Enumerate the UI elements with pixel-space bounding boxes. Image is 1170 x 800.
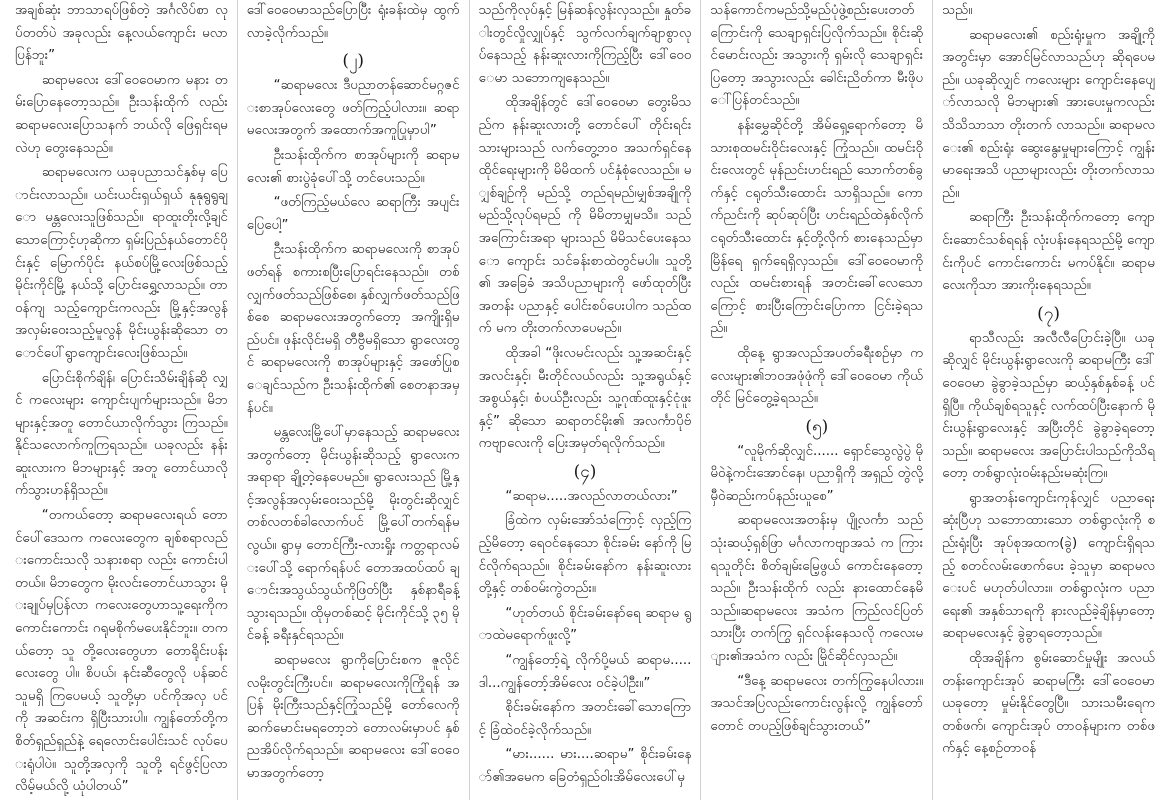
paragraph: ဆရာမလေး၏ စည်းရုံးမှုက အချို့ကို အတွင်းမှာ အောင်မြင်လာသည်ဟု ဆိုရပေမည်။ ယခုဆိုလျှင် ကလေးများ ကျောင်းနေပျော်လာသလို မိဘများ၏ အားပေးမှုကလည်း သိသိသာသာ တိုးတက် လာသည်။ ဆရာမလေး၏ စည်းရုံး ဆွေးနွေးမှုများကြောင့် ကျွန်းမာရေးအသိ ပညာများလည်း တိုးတက်လာသည်။ [942, 27, 1155, 201]
paragraph: ထိုအခါ “ဖိုးလမင်းလည်း သူ့အဆင်းနှင့် အလင်းနှင့်၊ မီးတိုင်လယ်လည်း သူ့အရွယ်နှင့်အစွယ်နှင့်၊ စံပယ်ဦးလည်း သူ့ဂုဏ်ထူးနှင့်ငုံဖူးနှင့်” ဆိုသော ဆရာတင်မိုး၏ အလင်္ကာပိုဗ်ကဗျာလေးကို ပြေးအမှတ်ရလိုက်သည်။ [478, 345, 692, 452]
paragraph: “ကျွန်တော့်ရဲ့ လိုက်ပို့မယ် ဆရာမ..... ဒါ...ကျွန်တော့်အိမ်လေး ဝင်ခဲ့ပါဦး။” [478, 653, 692, 691]
paragraph: ဆရာမလေး ရွာကိုပြောင်းစက ဇူလိုင်လမိုးတွင်းကြီးပင်။ ဆရာမလေးကိုကြိုရန် အပြန် မိုးကြီးသည်နှင့်ကြုံသည်မို့ တော်လေကို ဆက်မောင်းမရတော့ဘဲ တောလမ်းမှာပင် နှစ်ညအိပ်လိုက်ရသည်။ ဆရာမလေး ဒေါ်ဝေဝေမာအတွက်တော့ [246, 653, 460, 781]
section-number-heading: (၅) [805, 416, 829, 437]
paragraph: “ဆရာမလေး ဒီပညာတန်ဆောင်မဂ္ဂဇင်းစာအုပ်လေးတွေ ဖတ်ကြည့်ပါလား။ ဆရာမလေးအတွက် အထောက်အကူပြုမှာပါ” [246, 78, 460, 139]
text-column-5 [933, 0, 1164, 800]
paragraph: “မား...... မား....ဆရာမ” စိုင်းခမ်းနော်၏အမေက ခြေတံရှည်ဝါးအိမ်လေးပေါ်မှ [478, 747, 692, 785]
paragraph: ဆရာမလေးက ယခုပညာသင်နှစ်မှ ပြောင်းလာသည်။ ယင်းယင်းရှယ်ရှယ် နုနုရွရွချော မန္တလေးသူဖြစ်သည်။ ရာထူးတိုးလို့ချင်သောကြောင့်ဟုဆိုကာ ရှမ်းပြည်နယ်တောင်ပိုင်းနှင့် မြောက်ပိုင်း နယ်စပ်မြို့လေးဖြစ်သည့် မိုင်းကိုင်မြို့ နယ်သို့ ပြောင်းရွှေ့လာသည်။ တာဝန်ကျ သည့်ကျောင်းကလည်း မြို့နှင့်အလွန် အလှမ်းဝေးသည့်မူလွန် မိုင်းယွန်းဆိုသော တောင်ပေါ်ရွာကျောင်းလေးဖြစ်သည်။ [15, 165, 228, 361]
paragraph: ခြံထဲက လှမ်းအော်သံကြောင့် လှည့်ကြည့်မိတော့ ရေဝင်နေသော စိုင်းခမ်း နော်ကို မြင်လိုက်ရသည်။ စိုင်းခမ်းနော်က နန်းဆူးလားတို့နှင့် တစ်ဝမ်းကွဲတည်း။ [478, 513, 692, 597]
paragraph: ဒေါ်ဝေဝေမာသည်ပြောပြီး ရုံးခန်းထဲမှ ထွက်လာခဲ့လိုက်သည်။ [246, 3, 460, 41]
paragraph: ပြောင်းစိုက်ချိန်၊ ပြောင်းသိမ်းချိန်ဆို လျှင် ကလေးများ ကျောင်းပျက်များသည်။ မိဘများနှင့်အတူ တောင်ယာလိုက်သွား ကြသည်။ နိုင်သလောက်ကူကြရသည်။ ယခုလည်း နန်းဆူးလားက မိဘများနှင့် အတူ တောင်ယာလိုက်သွားဟန်ရှိသည်။ [15, 370, 228, 499]
section-number-heading: (၂) [342, 51, 364, 72]
text-column-4 [701, 0, 933, 800]
paragraph: ဆရာကြီး ဦးသန်းထိုက်ကတော့ ကျောင်းဆောင်သစ်ရရန် လုံးပန်းနေရသည်မို့ ကျောင်းကိုပင် ကောင်းကောင်း မကပ်နိုင်။ ဆရာမလေးကိုသာ အားကိုးနေရသည်။ [942, 210, 1155, 294]
text-column-1 [6, 0, 238, 800]
paragraph: “တကယ်တော့ ဆရာမလေးရယ် တောင်ပေါ်ဒေသက ကလေးတွေက ချစ်စရာလည်းကောင်းသလို သနားစရာ လည်း ကောင်းပါတယ်။ မိဘတွေက မိုးလင်းတောင်ယာသွား မိုးချုပ်မှပြန်လာ ကလေးတွေဟာသူ့ရေးကိုကကောင်းကောင်း ဂရုမစိုက်မပေးနိုင်ဘူး။ တကယ်တော့ သူ တို့လေးတွေဟာ တောရိုင်းပန်းလေးတွေ ပါ။ စိပယ်၊ နင်းဆီတွေလို ပန်ဆင်သူမရှိ ကြပေမယ့် သူတို့မှာ ပင်ကိုအလှ ပင်ကို အဆင်းက ရှိပြီးသားပါ။ ကျွန်တော်တို့က စိတ်ရှည်ရှည်နဲ့ ရေလောင်းပေါင်းသင် လုပ်ပေးရုံပါပဲ။ သူတို့အလှကို သူတို့ ရင်ဖွင့်ပြလာလိမ့်မယ်လို့ ယုံပါတယ်” [15, 508, 228, 795]
paragraph: ထိုနေ့ ရွာအလည်အပတ်ခရီးစဉ်မှာ ကလေးများ၏ဘဝအဖုံဖုံကို ဒေါ်ဝေဝေမာ ကိုယ်တိုင် မြင်တွေ့ခဲ့ရသည်။ [710, 345, 924, 407]
paragraph: “ဒီနေ့ ဆရာမလေး တက်ကြွနေပါလား။ အသင်အပြလည်းကောင်းလွန်းလို့ ကျွန်တော်တောင် တပည့်ဖြစ်ချင်သွားတယ်” [710, 673, 924, 734]
paragraph: ဦးသန်းထိုက်က ဆရာမလေးကို စာအုပ်ဖတ်ရန် စကားစပြီးပြောရင်းနေသည်။ တစ်လျှက်ဖတ်သည်ဖြစ်စေ၊ နှစ်လျှက်ဖတ်သည်ဖြစ်စေ ဆရာမလေးအတွက်တော့ အကျိုးရှိမည်ပင်။ ဖုန်းလိုင်းမရှိ တီဗွီမရှိသော ရွာလေးတွင် ဆရာမလေးကို စာအုပ်များနှင့် အဖော်ပြုစေချင်သည်က ဦးသန်းထိုက်၏ စေတနာအမှန်ပင်။ [246, 242, 460, 416]
section-number-heading: (၄) [573, 461, 597, 482]
paragraph: ဦးသန်းထိုက်က စာအုပ်များကို ဆရာမလေး၏ စားပွဲခုံပေါ်သို့ တင်ပေးသည်။ [246, 147, 460, 186]
paragraph: ထိုအချိန်တွင် ဒေါ်ဝေဝေမာ တွေးမိသည်က နန်းဆူးလားတို့ တောင်ပေါ် တိုင်းရင်းသားများသည် လက်တွေ့ဘဝ အသက်ရှင်နေထိုင်ရေးများကို မိမိထက် ပင်နှံစုံလေသည်။ မျှစ်ချဉ်ကို မည်သို့ တည်ရမည်၊မျှစ်အချိုကို မည်သို့လုပ်ရမည် ကို မိမိတာမျှမသိ။ သည်အကြောင်းအရာ များသည် မိမိသင်ပေးနေသော ကျောင်း သင်ခန်းစာထဲတွင်မပါ။ သူတို့၏ အခြေခံ အသိပညာများကို ဖော်ထုတ်ပြီး အတန်း ပညာနှင့် ပေါင်းစပ်ပေးပါက သည်ထက် မက တိုးတက်လာပေမည်။ [478, 95, 692, 337]
paragraph: သည်။ [942, 3, 973, 18]
paragraph: မန္တလေးမြို့ပေါ်မှာနေသည့် ဆရာမလေးအတွက်တော့ မိုင်းယွန်းဆိုသည့် ရွာလေးက အရာရာ ချို့တဲ့နေပေမည်။ ရွာလေးသည် မြို့နှင့်အလွန်အလှမ်းဝေးသည်မို့ မိုးတွင်းဆိုလျှင် တစ်လတစ်ခါလောက်ပင် မြို့ပေါ်တက်ရန်မလွယ်။ ရွာမှ တောင်ကြီး-လားရှိုး ကတ္တရာလမ်းပေါ်သို့ ရောက်ရန်ပင် တောအထပ်ထပ် ချောင်းအသွယ်သွယ်ကိုဖြတ်ပြီး နှစ်နာရီခန့် သွားရသည်။ ထိုမှတစ်ဆင့် မိုင်းကိုင်သို့ ၃၅ မိုင်ခန့် ခရီးနှင်ရသည်။ [246, 425, 460, 644]
paragraph: ရာသီလည်း အလီလီပြောင်းခဲ့ပြီ။ ယခုဆိုလျှင် မိုင်းယွန်းရွာလေးကို ဆရာမကြီး ဒေါ်ဝေဝေမာ ခွဲခွာခဲ့သည်မှာ ဆယ့်နှစ်နှစ်ခန့် ပင်ရှိပြီ။ ကိုယ်ချစ်ရသူနှင့် လက်ထပ်ပြီးနောက် မိုင်းယွန်းရွာလေးနှင့် အပြီးတိုင် ခွဲခွာခဲ့ရတော့သည်။ ဆရာမလေး အပြောင်းပါသည်ကိုသိရတော့ တစ်ရွာလုံးဝမ်းနည်းမဆုံးကြ။ [942, 330, 1155, 482]
paragraph: ဆရာမလေး ဒေါ်ဝေဝေမာက မနား တမ်းပြောနေတော့သည်။ ဦးသန်းထိုက် လည်း ဆရာမလေးပြောသနက် ဘယ်လို ဖြေရှင်းရမလဲဟု တွေးနေသည်။ [15, 72, 228, 156]
paragraph: “ဆရာမ.....အလည်လာတယ်လား” [505, 488, 678, 504]
section-number-heading: (၇) [1037, 303, 1060, 324]
paragraph: အချစ်ဆုံး ဘာသာရပ်ဖြစ်တဲ့ အင်္ဂလိပ်စာ လုပ်တတ်ပဲ အခုလည်း နေ့လယ်ကျောင်း မလာပြန်ဘူး” [15, 3, 228, 64]
paragraph: သည်ကိုလုပ်နှင့် မြန်ဆန်လွန်းလှသည်။ နှုတ်ခါးတွင်လှိုလျှုပ်နှင့် သွက်လက်ချက်ချာစွာလုပ်နေသည့် နန်းဆူးလားကိုကြည့်ပြီး ဒေါ်ဝေဝေမာ သဘောကျနေသည်။ [478, 3, 692, 86]
paragraph: သန်ကောင်ကမည်သို့မည်ပုံဖွဲ့စည်းပေးတတ်ကြောင်းကို သေချာရှင်းပြလိုက်သည်။ စိုင်းဆိုင်မောင်းလည်း အသွားကို ရှမ်းလို သေချာရှင်းပြတော့ အသွားလည်း ခေါင်းညိတ်ကာ မီးဖိုပေါ်ပြန်တင်သည်။ [710, 3, 924, 109]
paragraph: “လူမိုက်ဆိုလျှင်...... ရှောင်သွေလွဲပွဲ မိုမိဝဲနဲ့ကင်းအောင်နေ၊ ပညာရှိကို အရှည် တွဲလို့ မှီဝဲဆည်းကပ်နည်းယူစေ” [710, 443, 924, 504]
text-column-3 [470, 0, 702, 800]
text-column-2 [238, 0, 470, 800]
paragraph: နန်းမွှေဆိုင်တို့ အိမ်ရှေ့ရောက်တော့ မိသားစုထမင်းဝိုင်းလေးနှင့် ကြုံသည်။ ထမင်းဝိုင်းလေးတွင် မုန်ညင်းဟင်းရည် သောက်တစ်ခွက်နှင့် ငရုတ်သီးထောင်း သာရှိသည်။ ကောက်ညင်းကို ဆုပ်ဆုပ်ပြီး ဟင်းရည်ထဲနှစ်လိုက် ငရုတ်သီးထောင်း နှင့်တို့လိုက် စားနေသည်မှာ မြိန်ရေ ရှက်ရေရှိလှသည်။ ဒေါ်ဝေဝေမာကိုလည်း ထမင်းစားရန် အတင်းခေါ်လေသော ကြောင့် စားပြီးကြောင်းပြောကာ ငြင်းခဲ့ရသည်။ [710, 117, 924, 337]
paragraph: စိုင်းခမ်းနော်က အတင်းခေါ်သောကြောင့် ခြံထဲဝင်ခဲ့လိုက်သည်။ [478, 700, 692, 738]
paragraph: ရွာအတန်းကျောင်းကုန်လျှင် ပညာရေးဆုံးပြီဟု သဘောထားသော တစ်ရွာလုံးကို စည်းရုံးပြီး အုပ်စုအထက(ခွဲ) ကျောင်းရှိရသည့် စတင်လမ်းဖောက်ပေး ခဲ့သူမှာ ဆရာမလေးပင် မဟုတ်ပါလား။ တစ်ရွာလုံးက ပညာရေး၏ အနှစ်သာရကို နားလည်ခဲ့ချိန်မှာတော့ ဆရာမလေးနှင့် ခွဲခွာရတော့သည်။ [942, 490, 1155, 642]
paragraph: ဆရာမလေးအတန်းမှ ပျို့လင်္ကာ သည် သုံးဆယ့်ရှစ်ဖြာ မင်္ဂလာကဗျာအသံ က ကြားရသူတိုင်း စိတ်ချမ်းမြေ့ဖွယ် ကောင်းနေတော့သည်။ ဦးသန်းထိုက် လည်း နားထောင်နေမိသည်။ဆရာမလေး အသံက ကြည်လင်ပြတ်သားပြီး တက်ကြွ ရှင်လန်းနေသလို ကလေးများ၏အသံက လည်း မြိုင်ဆိုင်လှသည်။ [710, 513, 924, 665]
paragraph: ထိုအချိန်က စွမ်းဆောင်မှုမျိုး အလယ်တန်းကျောင်းအုပ် ဆရာမကြီး ဒေါ်ဝေဝေမာ ယခုတော့ မှုမ်းနိုင်တွေပြီ။ သားသမီးရေက တစ်ဖက်၊ ကျောင်းအုပ် တာဝန်များက တစ်ဖက်နှင့် နေ့စဉ်တာဝန် [942, 651, 1155, 757]
paragraph: “ဖတ်ကြည့်မယ်လေ ဆရာကြီး အပျင်းပြေပေါ့” [246, 195, 460, 233]
paragraph: “ဟုတ်တယ် စိုင်းခမ်းနော်ရေ ဆရာမ ရွာထဲမရောက်ဖူးလို့” [478, 605, 692, 644]
